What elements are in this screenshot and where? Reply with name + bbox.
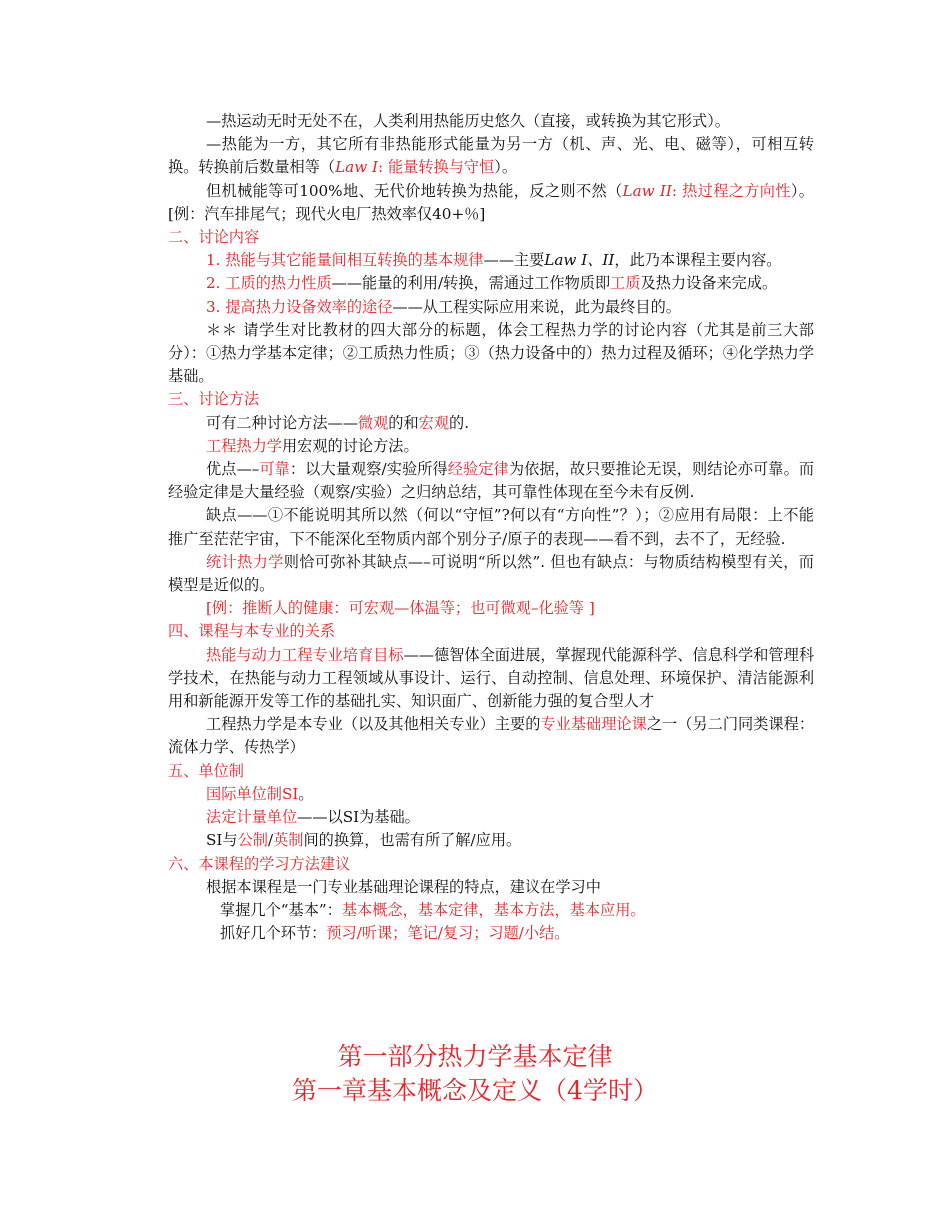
s4-paragraph-1 [168, 644, 814, 714]
s6-paragraph-3 [168, 922, 814, 945]
s3-p1-text-b: 的和 [388, 413, 419, 432]
s5-l2-highlight: 法定计量单位 [206, 808, 298, 827]
law-two-label: Law II [622, 181, 672, 200]
s2-note-text: ＊＊ 请学生对比教材的四大部分的标题，体会工程热力学的讨论内容（尤其是前三大部分）：①热力学基本定律；②工质热力性质；③（热力设备中的）热力过程及循环；④化学热力学基础。 [168, 320, 814, 386]
s3-p3-text-b: ：以大量观察/实验所得 [289, 460, 448, 479]
s4-p2-highlight: 专业基础理论课 [540, 715, 647, 734]
s3-example [168, 597, 814, 620]
s5-line-1 [168, 783, 814, 806]
s3-p3-text-a: 优点—– [206, 460, 260, 479]
s3-p2-text: 用宏观的讨论方法。 [281, 436, 419, 455]
section-heading-4: 四、课程与本专业的关系 [168, 622, 336, 641]
s2-item-1 [168, 249, 814, 272]
s5-line-3 [168, 829, 814, 852]
s4-p2-text-b: 之一（另二门同类课程：流体力学、传热学） [168, 715, 815, 757]
s2-item-2-text-a: ——能量的利用/转换，需通过工作物质即 [331, 274, 611, 293]
s2-item-1-law: Law I、II [544, 251, 615, 270]
document-body [168, 110, 814, 945]
intro-text-2b: ）。 [494, 158, 518, 177]
s3-p3-reliable: 可靠 [259, 460, 290, 479]
s4-p1-highlight: 热能与动力工程专业培育目标 [206, 645, 404, 664]
s2-item-2-highlight: 工质 [610, 274, 641, 293]
s6-paragraph-2 [168, 899, 814, 922]
s6-p3-text: 抓好几个环节： [220, 924, 327, 943]
intro-paragraph-2 [168, 133, 814, 179]
s6-paragraph-1 [168, 876, 814, 899]
part-title: 第一部分热力学基本定律 [337, 1042, 613, 1071]
s2-item-1-text-b: ，此乃本课程主要内容。 [614, 251, 782, 270]
law-one-label: Law I [335, 158, 379, 177]
s3-example-text: [例：推断人的健康：可宏观—体温等；也可微观–化验等 ] [206, 599, 595, 618]
section-heading-3: 三、讨论方法 [168, 390, 260, 409]
s5-l1-highlight: 国际单位制SI [206, 784, 299, 803]
s4-p2-text-a: 工程热力学是本专业（以及其他相关专业）主要的 [206, 715, 541, 734]
s2-note [168, 319, 814, 389]
s5-l3-text-a: SI与 [206, 831, 238, 850]
section-heading-5: 五、单位制 [168, 761, 244, 780]
s6-p2-highlight: 基本概念，基本定律，基本方法，基本应用。 [341, 900, 646, 919]
s3-p5-text: 则恰可弥补其缺点—–可说明“所以然”. 但也有缺点：与物质结构模型有关，而模型是近似的。 [168, 552, 814, 595]
s2-item-3-title: 3. 提高热力设备效率的途径 [206, 297, 393, 316]
s3-p1-text-a: 可有二种讨论方法—— [206, 413, 358, 432]
s6-p3-highlight: 预习/听课；笔记/复习；习题/小结。 [326, 924, 570, 943]
s2-item-2-title: 2. 工质的热力性质 [206, 274, 332, 293]
s6-p2-text: 掌握几个“基本”： [220, 900, 342, 919]
intro-text-3b: ）。[例：汽车排尾气；现代火电厂热效率仅40+％] [168, 181, 814, 223]
s2-item-1-title: 1. 热能与其它能量间相互转换的基本规律 [206, 251, 484, 270]
intro-paragraph-1 [168, 110, 814, 133]
s3-p4-text: 缺点——①不能说明其所以然（何以“守恒”?何以有“方向性”？）；②应用有局限：上不能推广至茫茫宇宙，下不能深化至物质内部个别分子/原子的表现——看不到，去不了，无经验. [168, 506, 814, 548]
s5-l2-text: ——以SI为基础。 [297, 808, 420, 827]
s5-l3-text-c: 间的换算，也需有所了解/应用。 [303, 831, 522, 850]
s3-p1-text-c: 的. [449, 413, 470, 432]
s5-l1-end: 。 [298, 784, 314, 803]
s5-l3-slash: / [267, 831, 274, 850]
s3-paragraph-5 [168, 551, 814, 597]
s2-item-1-text-a: ——主要 [483, 251, 545, 270]
intro-text-3a: 但机械能等可100%地、无代价地转换为热能，反之则不然（ [206, 181, 623, 200]
s3-paragraph-3 [168, 458, 814, 504]
s3-paragraph-1 [168, 412, 814, 435]
s3-paragraph-4 [168, 504, 814, 550]
s4-paragraph-2 [168, 713, 814, 759]
intro-text-2a: —热能为一方，其它所有非热能形式能量为另一方（机、声、光、电、磁等），可相互转换。转换前后数量相等（ [168, 135, 814, 177]
s2-item-2-text-b: 及热力设备来完成。 [640, 274, 778, 293]
s4-p1-text: ——德智体全面进展，掌握现代能源科学、信息科学和管理科学技术，在热能与动力工程领域从事设计、运行、自动控制、信息处理、环境保护、清洁能源利用和新能源开发等工作的基础扎实、知识面广、创新能力强的复合型人才 [168, 645, 815, 711]
intro-paragraph-3 [168, 180, 814, 226]
s3-p1-macro: 宏观 [418, 413, 449, 432]
s3-p2-highlight: 工程热力学 [206, 436, 282, 455]
s3-p1-micro: 微观 [357, 413, 389, 432]
s6-p1-text: 根据本课程是一门专业基础理论课程的特点，建议在学习中 [206, 877, 601, 896]
s5-line-2 [168, 806, 814, 829]
s2-item-3-text: ——从工程实际应用来说，此为最终目的。 [392, 297, 681, 316]
section-heading-2: 二、讨论内容 [168, 228, 260, 247]
s5-l3-metric: 公制 [237, 831, 268, 850]
s3-p3-text-c: 为依据，故只要推论无误，则结论亦可靠。而经验定律是大量经验（观察/实验）之归纳总结，其可靠性体现在至今未有反例. [168, 460, 815, 502]
chapter-title: 第一章基本概念及定义（4学时） [292, 1076, 658, 1105]
law-one-desc: : 能量转换与守恒 [378, 158, 495, 177]
intro-text-1: —热运动无时无处不在，人类利用热能历史悠久（直接，或转换为其它形式）。 [206, 112, 730, 130]
s2-item-3 [168, 296, 814, 319]
s2-item-2 [168, 272, 814, 295]
s3-paragraph-2 [168, 435, 814, 458]
s3-p3-empirical-law: 经验定律 [447, 460, 509, 479]
law-two-desc: : 热过程之方向性 [671, 181, 791, 200]
s3-p5-highlight: 统计热力学 [206, 552, 284, 571]
section-heading-6: 六、本课程的学习方法建议 [168, 854, 351, 873]
s5-l3-imperial: 英制 [273, 831, 304, 850]
chapter-titles [0, 1040, 950, 1108]
